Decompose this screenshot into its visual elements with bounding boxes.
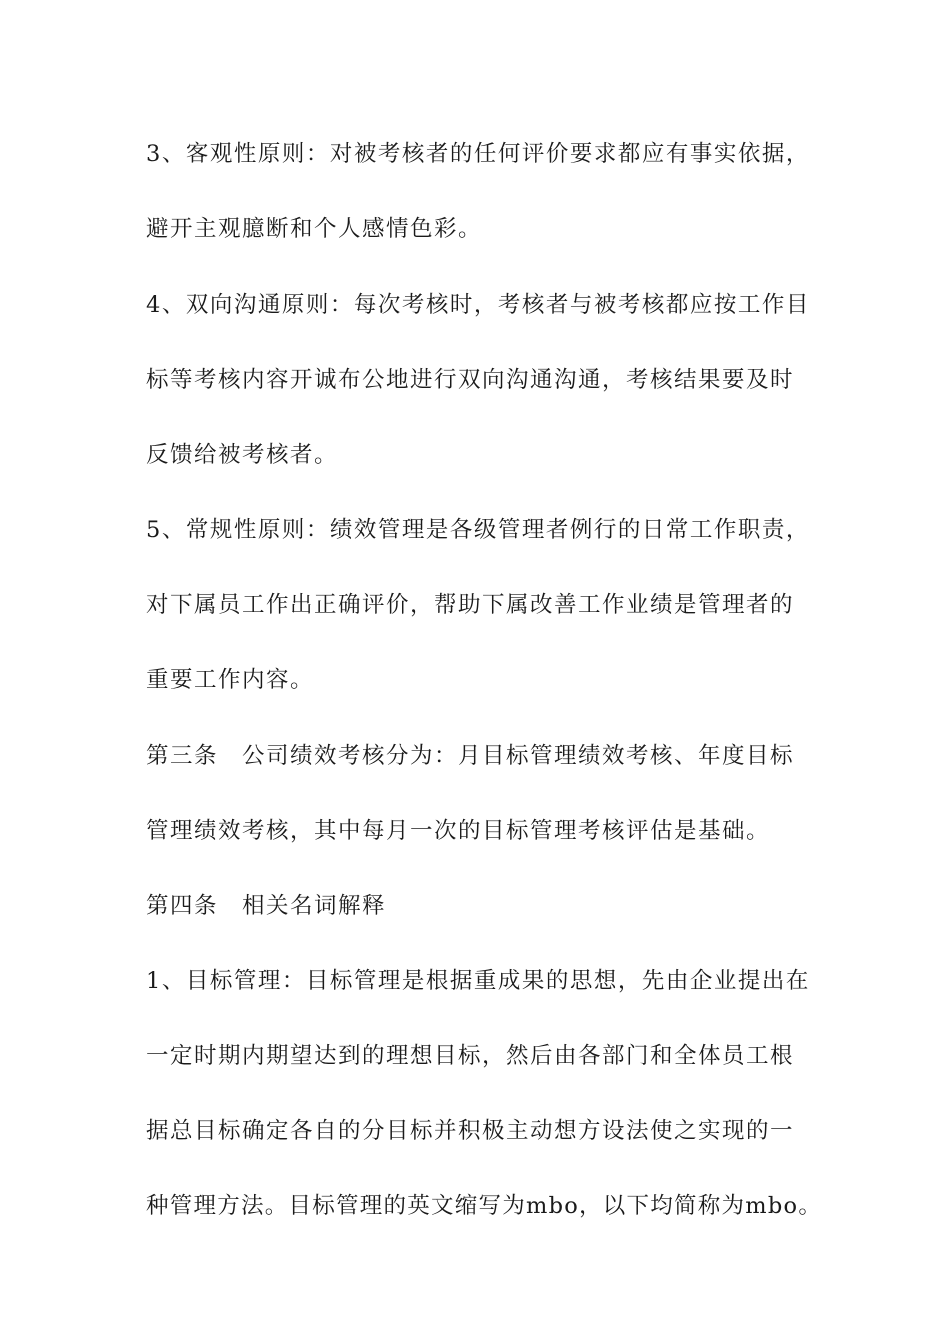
definition-1-line-1: 1、目标管理：目标管理是根据重成果的思想，先由企业提出在 <box>146 968 810 994</box>
article-3-line-1: 第三条 公司绩效考核分为：月目标管理绩效考核、年度目标 <box>146 743 795 769</box>
article-4-heading: 第四条 相关名词解释 <box>146 893 387 919</box>
definition-1-line-3: 据总目标确定各自的分目标并积极主动想方设法使之实现的一 <box>146 1118 795 1144</box>
principle-5-line-2: 对下属员工作出正确评价，帮助下属改善工作业绩是管理者的 <box>146 592 795 618</box>
principle-4-line-3: 反馈给被考核者。 <box>146 442 339 468</box>
definition-1-line-4: 种管理方法。目标管理的英文缩写为mbo，以下均简称为mbo。 <box>146 1193 823 1219</box>
definition-1-line-2: 一定时期内期望达到的理想目标，然后由各部门和全体员工根 <box>146 1043 795 1069</box>
article-3-line-2: 管理绩效考核，其中每月一次的目标管理考核评估是基础。 <box>146 818 771 844</box>
principle-3-line-1: 3、客观性原则：对被考核者的任何评价要求都应有事实依据， <box>146 141 810 167</box>
principle-3-line-2: 避开主观臆断和个人感情色彩。 <box>146 216 483 242</box>
principle-5-line-1: 5、常规性原则：绩效管理是各级管理者例行的日常工作职责， <box>146 517 810 543</box>
principle-4-line-1: 4、双向沟通原则：每次考核时，考核者与被考核都应按工作目 <box>146 292 810 318</box>
principle-4-line-2: 标等考核内容开诚布公地进行双向沟通沟通，考核结果要及时 <box>146 367 795 393</box>
principle-5-line-3: 重要工作内容。 <box>146 667 315 693</box>
